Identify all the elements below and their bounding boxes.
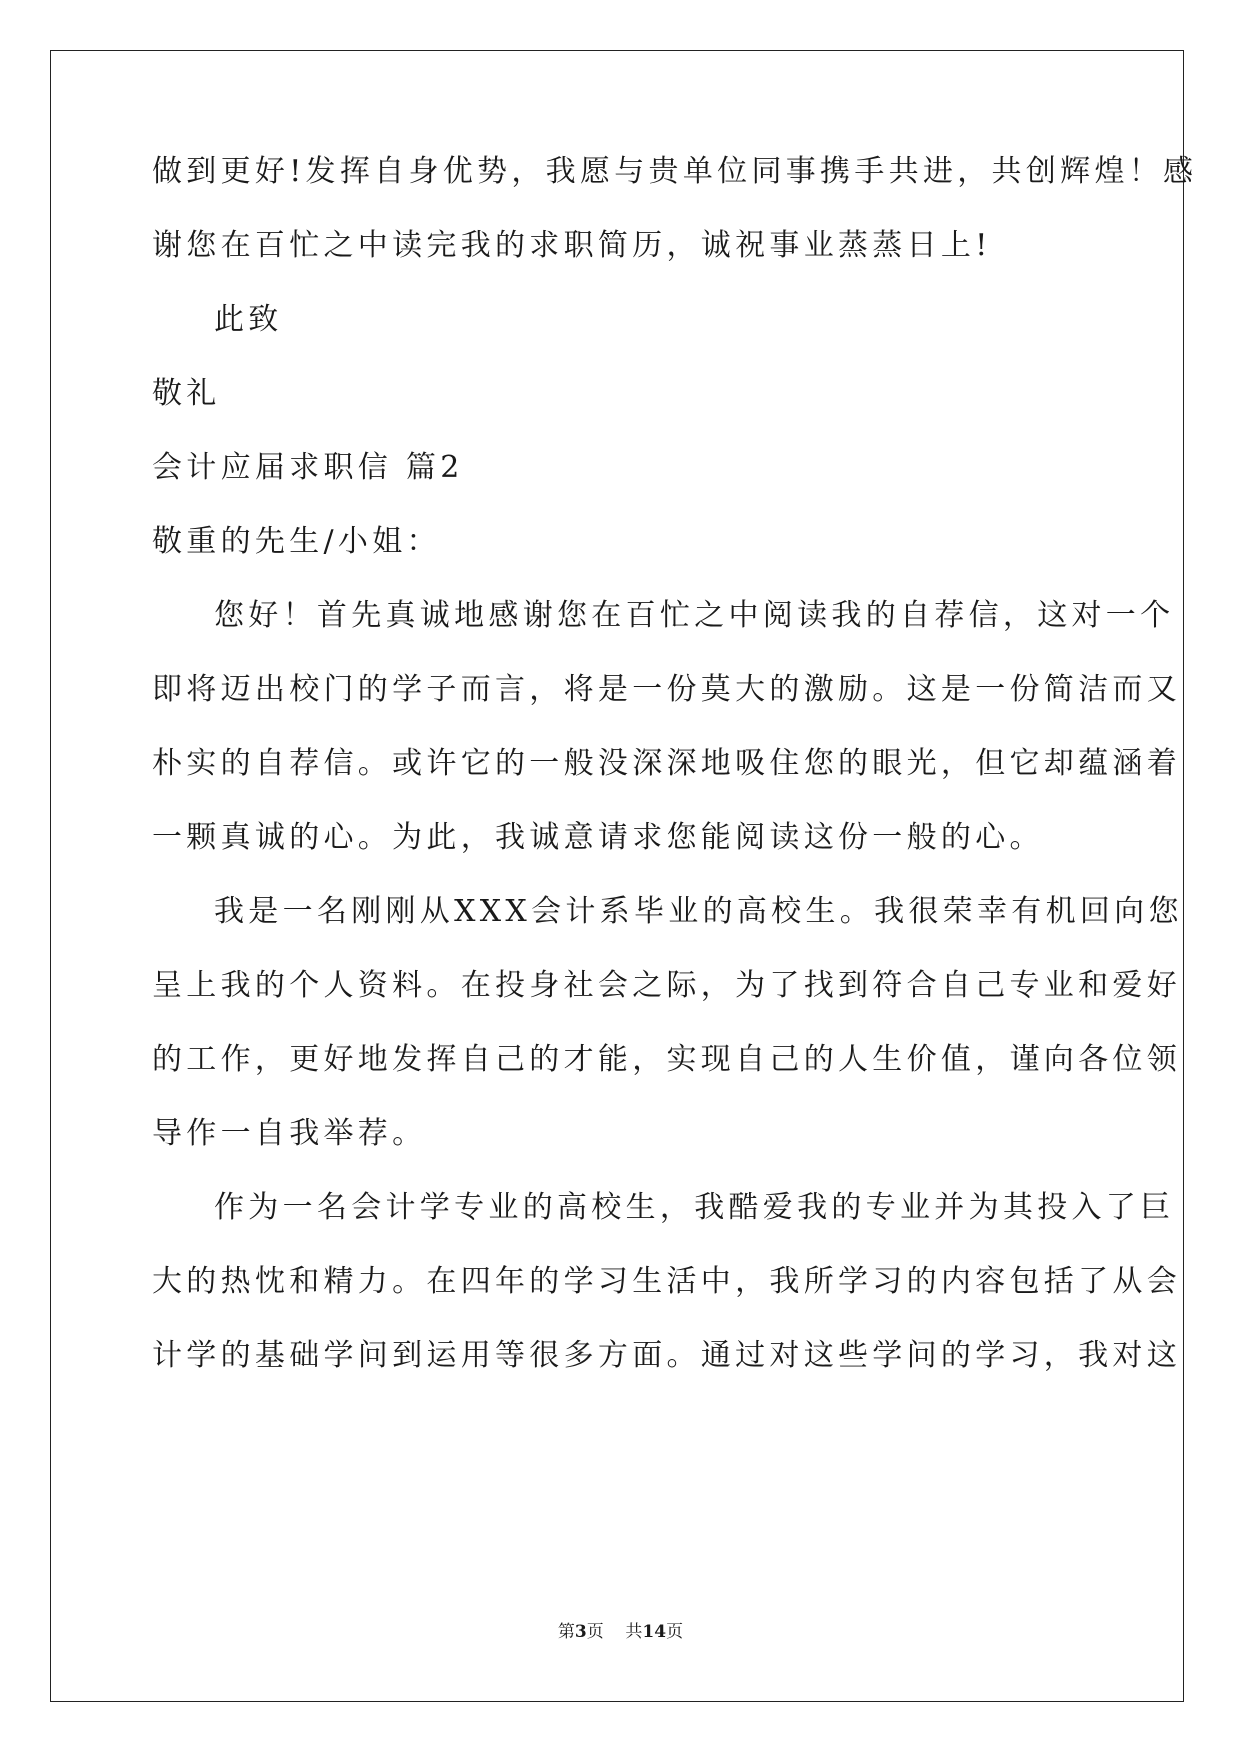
text-line: 即将迈出校门的学子而言，将是一份莫大的激励。这是一份简洁而又 <box>152 672 1181 707</box>
text-line: 大的热忱和精力。在四年的学习生活中，我所学习的内容包括了从会 <box>152 1264 1181 1299</box>
page-number: 3 <box>574 1622 587 1642</box>
text-line: 做到更好!发挥自身优势，我愿与贵单位同事携手共进，共创辉煌！感 <box>152 154 1198 189</box>
text-line: 朴实的自荐信。或许它的一般没深深地吸住您的眼光，但它却蕴涵着 <box>152 746 1181 781</box>
closing-regards: 敬礼 <box>152 376 221 411</box>
page-border <box>50 50 1184 1702</box>
text-line: 的工作，更好地发挥自己的才能，实现自己的人生价值，谨向各位领 <box>152 1042 1181 1077</box>
text-line: 计学的基础学问到运用等很多方面。通过对这些学问的学习，我对这 <box>152 1338 1181 1373</box>
text-line: 我是一名刚刚从XXX会计系毕业的高校生。我很荣幸有机回向您 <box>214 894 1183 929</box>
text-line: 谢您在百忙之中读完我的求职简历，诚祝事业蒸蒸日上! <box>152 228 992 263</box>
greeting: 敬重的先生/小姐： <box>152 524 441 559</box>
text-line: 呈上我的个人资料。在投身社会之际，为了找到符合自己专业和爱好 <box>152 968 1181 1003</box>
closing-salutation: 此致 <box>214 302 283 337</box>
footer-total-prefix: 共 <box>625 1622 643 1642</box>
text-line: 您好！首先真诚地感谢您在百忙之中阅读我的自荐信，这对一个 <box>214 598 1175 633</box>
text-line: 作为一名会计学专业的高校生，我酷爱我的专业并为其投入了巨 <box>214 1190 1175 1225</box>
section-heading: 会计应届求职信 篇2 <box>152 450 464 485</box>
total-pages: 14 <box>642 1622 667 1642</box>
page-footer <box>0 1620 1241 1644</box>
footer-prefix: 第 <box>557 1622 575 1642</box>
text-line: 一颗真诚的心。为此，我诚意请求您能阅读这份一般的心。 <box>152 820 1044 855</box>
footer-page-unit: 页 <box>586 1622 604 1642</box>
text-line: 导作一自我举荐。 <box>152 1116 427 1151</box>
footer-total-unit: 页 <box>666 1622 684 1642</box>
